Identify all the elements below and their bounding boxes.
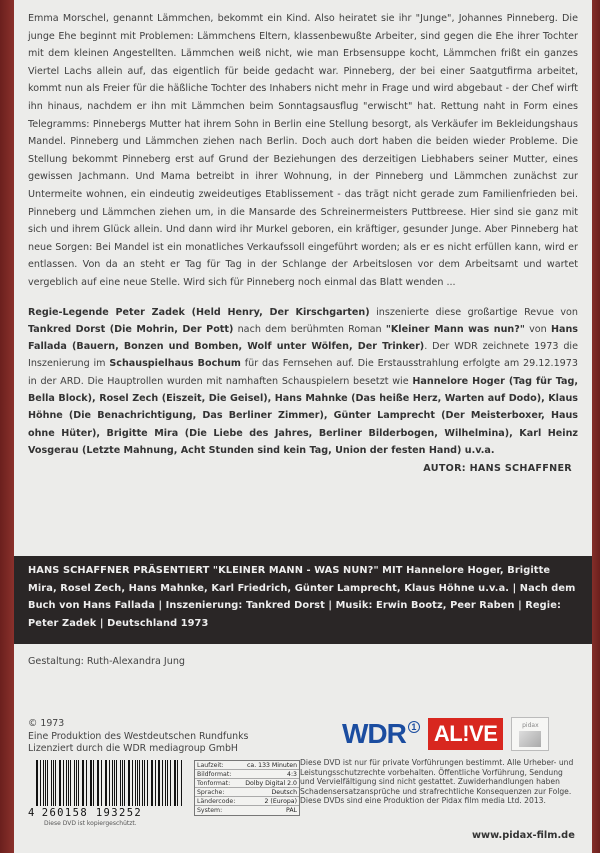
spec-label: Sprache: [197, 789, 225, 796]
production-note: Eine Produktion des Westdeutschen Rundfunks [28, 730, 249, 742]
license-note: Lizenziert durch die WDR mediagroup GmbH [28, 743, 238, 755]
barcode-bar [165, 760, 166, 806]
spec-label: Bildformat: [197, 771, 232, 778]
barcode-block [28, 760, 188, 827]
barcode-bar [170, 760, 171, 806]
alive-logo: AL!VE [428, 718, 504, 750]
bio-bold: Tankred Dorst (Die Mohrin, Der Pott) [28, 323, 234, 335]
bio-text: von [524, 323, 551, 335]
pidax-logo [511, 717, 549, 751]
barcode-bar [98, 760, 99, 806]
spec-label: System: [197, 807, 223, 814]
ard-one-icon: 1 [408, 721, 420, 733]
spec-value: 4:3 [287, 771, 297, 778]
barcode-bar [124, 760, 125, 806]
barcode-bar [109, 760, 110, 806]
ean-number [28, 807, 188, 819]
ean-group-2: 193252 [95, 807, 143, 819]
spec-value: ca. 133 Minuten [247, 762, 297, 769]
wdr-logo-text: WDR [342, 718, 406, 749]
credits-text: HANS SCHAFFNER PRÄSENTIERT "KLEINER MANN - WAS NUN?" MIT Hannelore Hoger, Brigitte Mira, Rosel Zech, Hans Mahnke, Karl Friedrich, Günter Lamprecht, Klaus Höhne u.v.a. | Nach dem Buch von Hans Fallada | Inszenierung: Tankred Dorst | Musik: Erwin Bootz, Peer Raben | Regie: Peter Zadek | Deutschland 1973 [28, 565, 576, 629]
design-credit: Gestaltung: Ruth-Alexandra Jung [28, 656, 185, 667]
bio-text: . Der WDR zeichnete 1973 die Inszenierung im [28, 341, 579, 370]
synopsis-text: Emma Morschel, genannt Lämmchen, bekommt ein Kind. Also heiratet sie ihr "Junge", Johannes Pinneberg. Die junge Ehe beginnt mit Problemen: Lämmchens Eltern, klassenbewußte Arbeiter, sind gegen die Ehe ihrer Tochter mit dem kleinen Angestellten. Lämmchen weiß nicht, wie man Erbsensuppe kocht, Lämmchen frißt ein ganzes Viertel Lachs allein auf, das eigentlich für beide gedacht war. Pinneberg, der bei einer Saatgutfirma arbeitet, kommt nun als Freier für die häßliche Tochter des Inhabers nicht mehr in Frage und wird abgebaut - der Chef wirft ihn hinaus, nachdem er ihn mit Lämmchen beim Sonntagsausflug "erwischt" hat. Rettung naht in Form eines Telegramms: Pinnebergs Mutter hat ihrem Sohn in Berlin eine Stellung besorgt, als Verkäufer im Bekleidungshaus Mandel. Pinneberg und Lämmchen ziehen nach Berlin. Doch auch dort haben die beiden wieder Probleme. Die Stellung bekommt Pinneberg erst auf Grund der Beziehungen des derzeitigen Liebhabers seiner Mutter, eines gewissen Jachmann. Und Mama betreibt in ihrer Wohnung, in der Pinneberg und Lämmchen zunächst zur Untermeite wohnen, ein eindeutig zweideutiges Etablissement - das trägt nicht gerade zum Familienfrieden bei. Pinneberg und Lämmchen ziehen um, in die Mansarde des Schreinermeisters Puttbreese. Hier sind sie ganz mit sich und ihrem Glück allein. Und dann wird ihr Murkel geboren, ein kräftiger, gesunder Junge. Aber Pinneberg hat neue Sorgen: Bei Mandel ist ein monatliches Verkaufssoll eingeführt worden; als er es nicht erfüllen kann, wird er entlassen. Von da an steht er Tag für Tag in der Schlange der Arbeitslosen vor dem Arbeitsamt und wartet vergeblich auf eine neue Stelle. Wird sich für Pinneberg noch einmal das Blatt wenden ... [28, 13, 578, 288]
production-info-text [28, 304, 578, 460]
copyright-block [28, 718, 248, 756]
spec-label: Tonformat: [197, 780, 231, 787]
website-link[interactable]: www.pidax-film.de [472, 830, 575, 841]
spec-row [195, 770, 299, 779]
bio-text: für das Fernsehen auf. Die Erstausstrahlung erfolgte am 29.12.1973 in der ARD. Die Hauptrollen wurden mit namhaften Schauspielern besetzt wie [28, 358, 578, 387]
barcode-icon [36, 760, 182, 806]
bio-bold: "Kleiner Mann was nun?" [385, 323, 525, 335]
spec-value: Deutsch [271, 789, 297, 796]
credits-band [14, 556, 592, 644]
spec-value: Dolby Digital 2.0 [245, 780, 297, 787]
bio-text: nach dem berühmten Roman [233, 323, 386, 335]
barcode-bar [128, 760, 129, 806]
barcode-bar [101, 760, 102, 806]
spec-label: Laufzeit: [197, 762, 224, 769]
bio-bold: Schauspielhaus Bochum [109, 358, 241, 370]
barcode-bar [144, 760, 145, 806]
spec-value: PAL [285, 807, 297, 814]
copyright-year: © 1973 [28, 718, 65, 729]
technical-specs-table [194, 760, 300, 816]
barcode-bar [74, 760, 75, 806]
ean-group-1: 260158 [41, 807, 89, 819]
barcode-bar [142, 760, 143, 806]
barcode-bar [66, 760, 67, 806]
barcode-bar [51, 760, 52, 806]
barcode-bar [82, 760, 83, 806]
bio-bold: Regie-Legende Peter Zadek (Held Henry, Der Kirschgarten) [28, 306, 370, 318]
left-border [0, 0, 14, 853]
spec-row [195, 788, 299, 797]
logo-row [342, 716, 549, 752]
legal-notice: Diese DVD ist nur für private Vorführungen bestimmt. Alle Urheber- und Leistungsschutzrechte vorbehalten. Öffentliche Vorführung, Sendung und Vervielfältigung sind nicht gestattet. Zuwiderhandlungen haben Schadensersatzansprüche und strafrechtliche Konsequenzen zur Folge. Diese DVDs sind eine Produktion der Pidax film media Ltd. 2013. [300, 758, 574, 806]
copy-protection-note: Diese DVD ist kopiergeschützt. [44, 820, 137, 827]
spec-row [195, 806, 299, 815]
info-panel [14, 644, 592, 853]
barcode-bar [43, 760, 44, 806]
wdr-logo [342, 718, 420, 750]
spec-row [195, 779, 299, 788]
ean-first-digit: 4 [28, 807, 36, 819]
author-credit: AUTOR: HANS SCHAFFNER [423, 463, 572, 475]
description-panel [14, 0, 592, 556]
barcode-bar [152, 760, 153, 806]
bio-bold: Hans Fallada (Bauern, Bonzen und Bomben, Wolf unter Wölfen, Der Trinker) [28, 323, 578, 353]
spec-row [195, 761, 299, 770]
bio-text: inszenierte diese großartige Revue von [369, 306, 578, 318]
pidax-logo-text: pidax [522, 721, 539, 729]
barcode-bar [83, 760, 84, 806]
barcode-bar [116, 760, 117, 806]
barcode-bar [55, 760, 56, 806]
spec-value: 2 (Europa) [264, 798, 297, 805]
barcode-bar [162, 760, 163, 806]
spec-row [195, 797, 299, 806]
pidax-mark-icon [519, 731, 541, 747]
bio-bold: Hannelore Hoger (Tag für Tag, Bella Block), Rosel Zech (Eiszeit, Die Geisel), Hans Mahnke (Das heiße Herz, Warten auf Dodo), Klaus Höhne (Die Benachrichtigung, Das Berliner Zimmer), Günter Lamprecht (Der Meisterboxer, Haus ohne Hüter), Brigitte Mira (Die Liebe des Jahres, Berliner Bilderbogen, Wilhelmina), Karl Heinz Vosgerau (Letzte Mahnung, Acht Stunden sind kein Tag, Union der festen Hand) u.v.a. [28, 375, 579, 456]
spec-label: Ländercode: [197, 798, 236, 805]
barcode-bar [63, 760, 64, 806]
